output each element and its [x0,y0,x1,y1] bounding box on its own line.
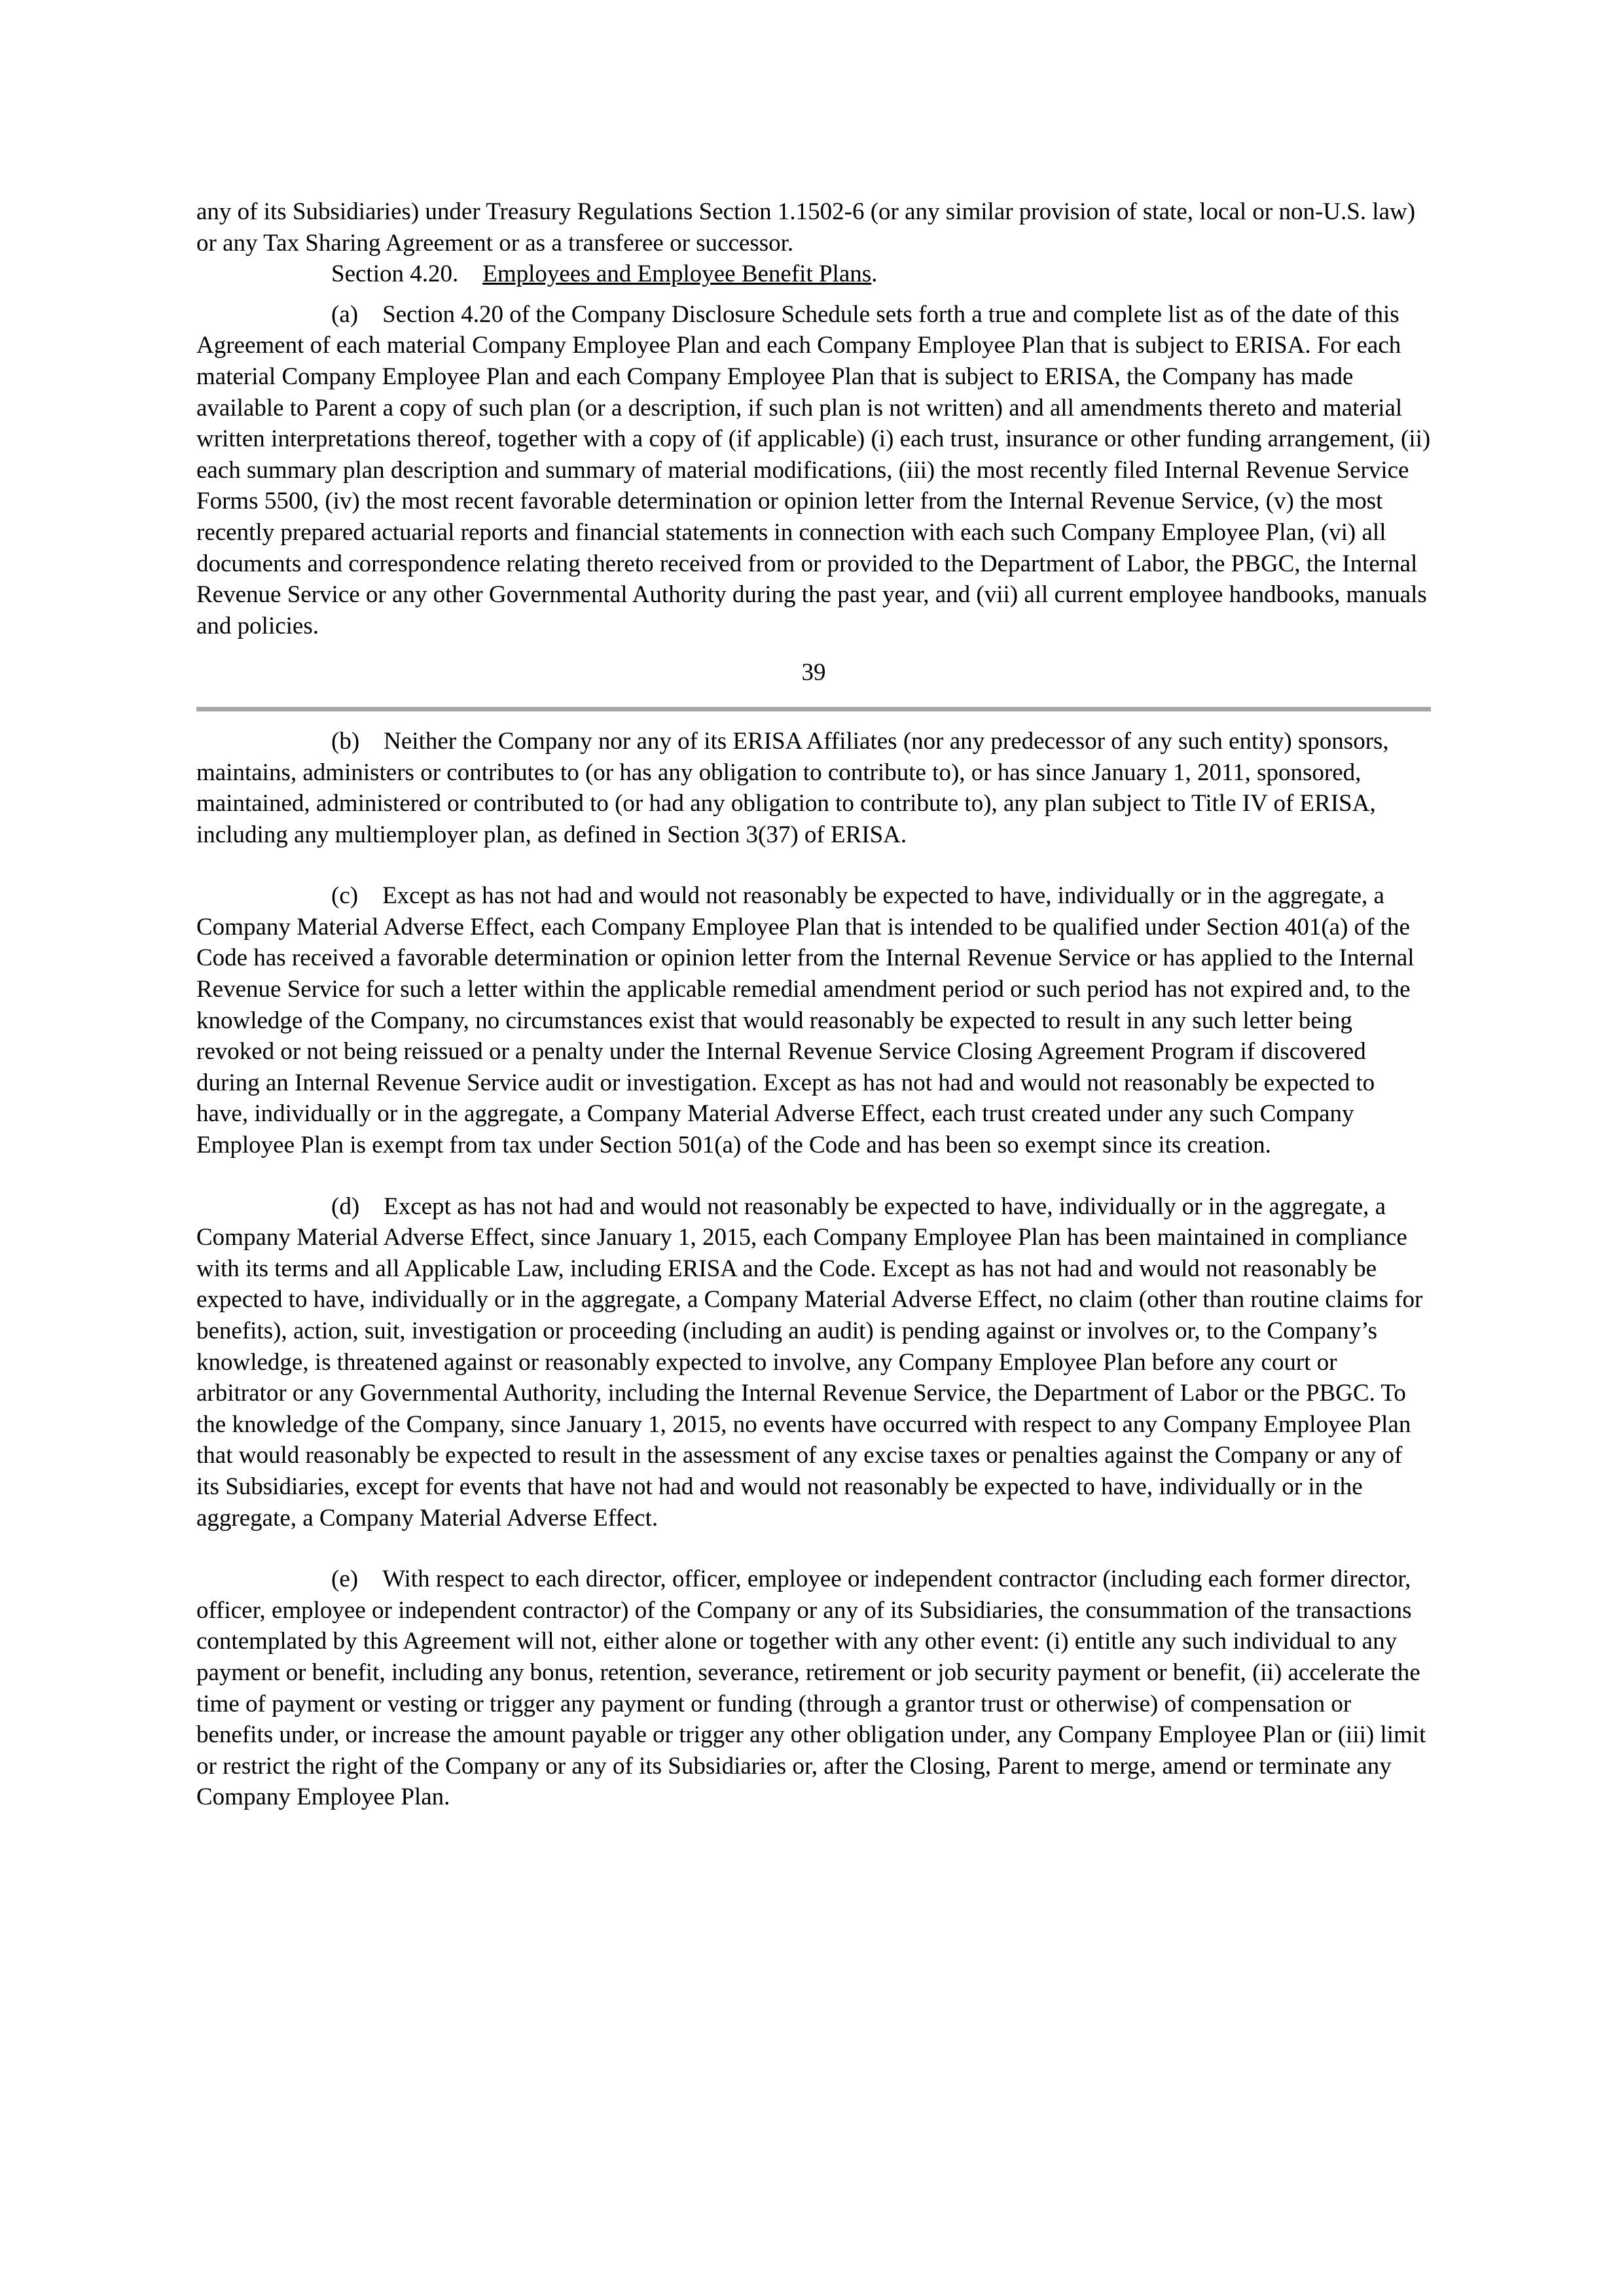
paragraph-d: (d) Except as has not had and would not reasonably be expected to have, individually or in the aggregate, a Company Material Adverse Effect, since January 1, 2015, each Company Employee Plan has been maintained in compliance with its terms and all Applicable Law, including ERISA and the Code. Except as has not had and would not reasonably be expected to have, individually or in the aggregate, a Company Material Adverse Effect, no claim (other than routine claims for benefits), action, suit, investigation or proceeding (including an audit) is pending against or involves or, to the Company’s knowledge, is threatened against or reasonably expected to involve, any Company Employee Plan before any court or arbitrator or any Governmental Authority, including the Internal Revenue Service, the Department of Labor or the PBGC. To the knowledge of the Company, since January 1, 2015, no events have occurred with respect to any Company Employee Plan that would reasonably be expected to result in the assessment of any excise taxes or penalties against the Company or any of its Subsidiaries, except for events that have not had and would not reasonably be expected to have, individually or in the aggregate, a Company Material Adverse Effect. [196,1193,1423,1532]
section-title-period: . [871,260,878,288]
document-page [196,196,1431,1813]
page-number: 39 [801,659,826,687]
paragraph-e: (e) With respect to each director, officer, employee or independent contractor (including each former director, officer, employee or independent contractor) of the Company or any of its Subsidiaries, the consummation of the transactions contemplated by this Agreement will not, either alone or together with any other event: (i) entitle any such individual to any payment or benefit, including any bonus, retention, severance, retirement or job security payment or benefit, (ii) accelerate the time of payment or vesting or trigger any payment or funding (through a grantor trust or otherwise) of compensation or benefits under, or increase the amount payable or trigger any other obligation under, any Company Employee Plan or (iii) limit or restrict the right of the Company or any of its Subsidiaries or, after the Closing, Parent to merge, amend or terminate any Company Employee Plan. [196,1566,1426,1811]
paragraph-b: (b) Neither the Company nor any of its ERISA Affiliates (nor any predecessor of any such entity) sponsors, maintains, administers or contributes to (or has any obligation to contribute to), or has since January 1, 2011, sponsored, maintained, administered or contributed to (or had any obligation to contribute to), any plan subject to Title IV of ERISA, including any multiemployer plan, as defined in Section 3(37) of ERISA. [196,727,1389,848]
section-number: Section 4.20. [331,260,459,288]
section-heading [196,259,1431,290]
page-break-divider [196,707,1431,711]
paragraph-a: (a) Section 4.20 of the Company Disclosure Schedule sets forth a true and complete list as of the date of this Agreement of each material Company Employee Plan and each Company Employee Plan that is subject to ERISA. For each material Company Employee Plan and each Company Employee Plan that is subject to ERISA, the Company has made available to Parent a copy of such plan (or a description, if such plan is not written) and all amendments thereto and material written interpretations thereof, together with a copy of (if applicable) (i) each trust, insurance or other funding arrangement, (ii) each summary plan description and summary of material modifications, (iii) the most recently filed Internal Revenue Service Forms 5500, (iv) the most recent favorable determination or opinion letter from the Internal Revenue Service, (v) the most recently prepared actuarial reports and financial statements in connection with each such Company Employee Plan, (vi) all documents and correspondence relating thereto received from or provided to the Department of Labor, the PBGC, the Internal Revenue Service or any other Governmental Authority during the past year, and (vii) all current employee handbooks, manuals and policies. [196,300,1431,639]
paragraph-c: (c) Except as has not had and would not reasonably be expected to have, individually or in the aggregate, a Company Material Adverse Effect, each Company Employee Plan that is intended to be qualified under Section 401(a) of the Code has received a favorable determination or opinion letter from the Internal Revenue Service or has applied to the Internal Revenue Service for such a letter within the applicable remedial amendment period or such period has not expired and, to the knowledge of the Company, no circumstances exist that would reasonably be expected to result in any such letter being revoked or not being reissued or a penalty under the Internal Revenue Service Closing Agreement Program if discovered during an Internal Revenue Service audit or investigation. Except as has not had and would not reasonably be expected to have, individually or in the aggregate, a Company Material Adverse Effect, each trust created under any such Company Employee Plan is exempt from tax under Section 501(a) of the Code and has been so exempt since its creation. [196,882,1415,1159]
section-title: Employees and Employee Benefit Plans [482,260,872,288]
carryover-paragraph: any of its Subsidiaries) under Treasury Regulations Section 1.1502-6 (or any similar provision of state, local or non-U.S. law) or any Tax Sharing Agreement or as a transferee or successor. [196,198,1416,257]
